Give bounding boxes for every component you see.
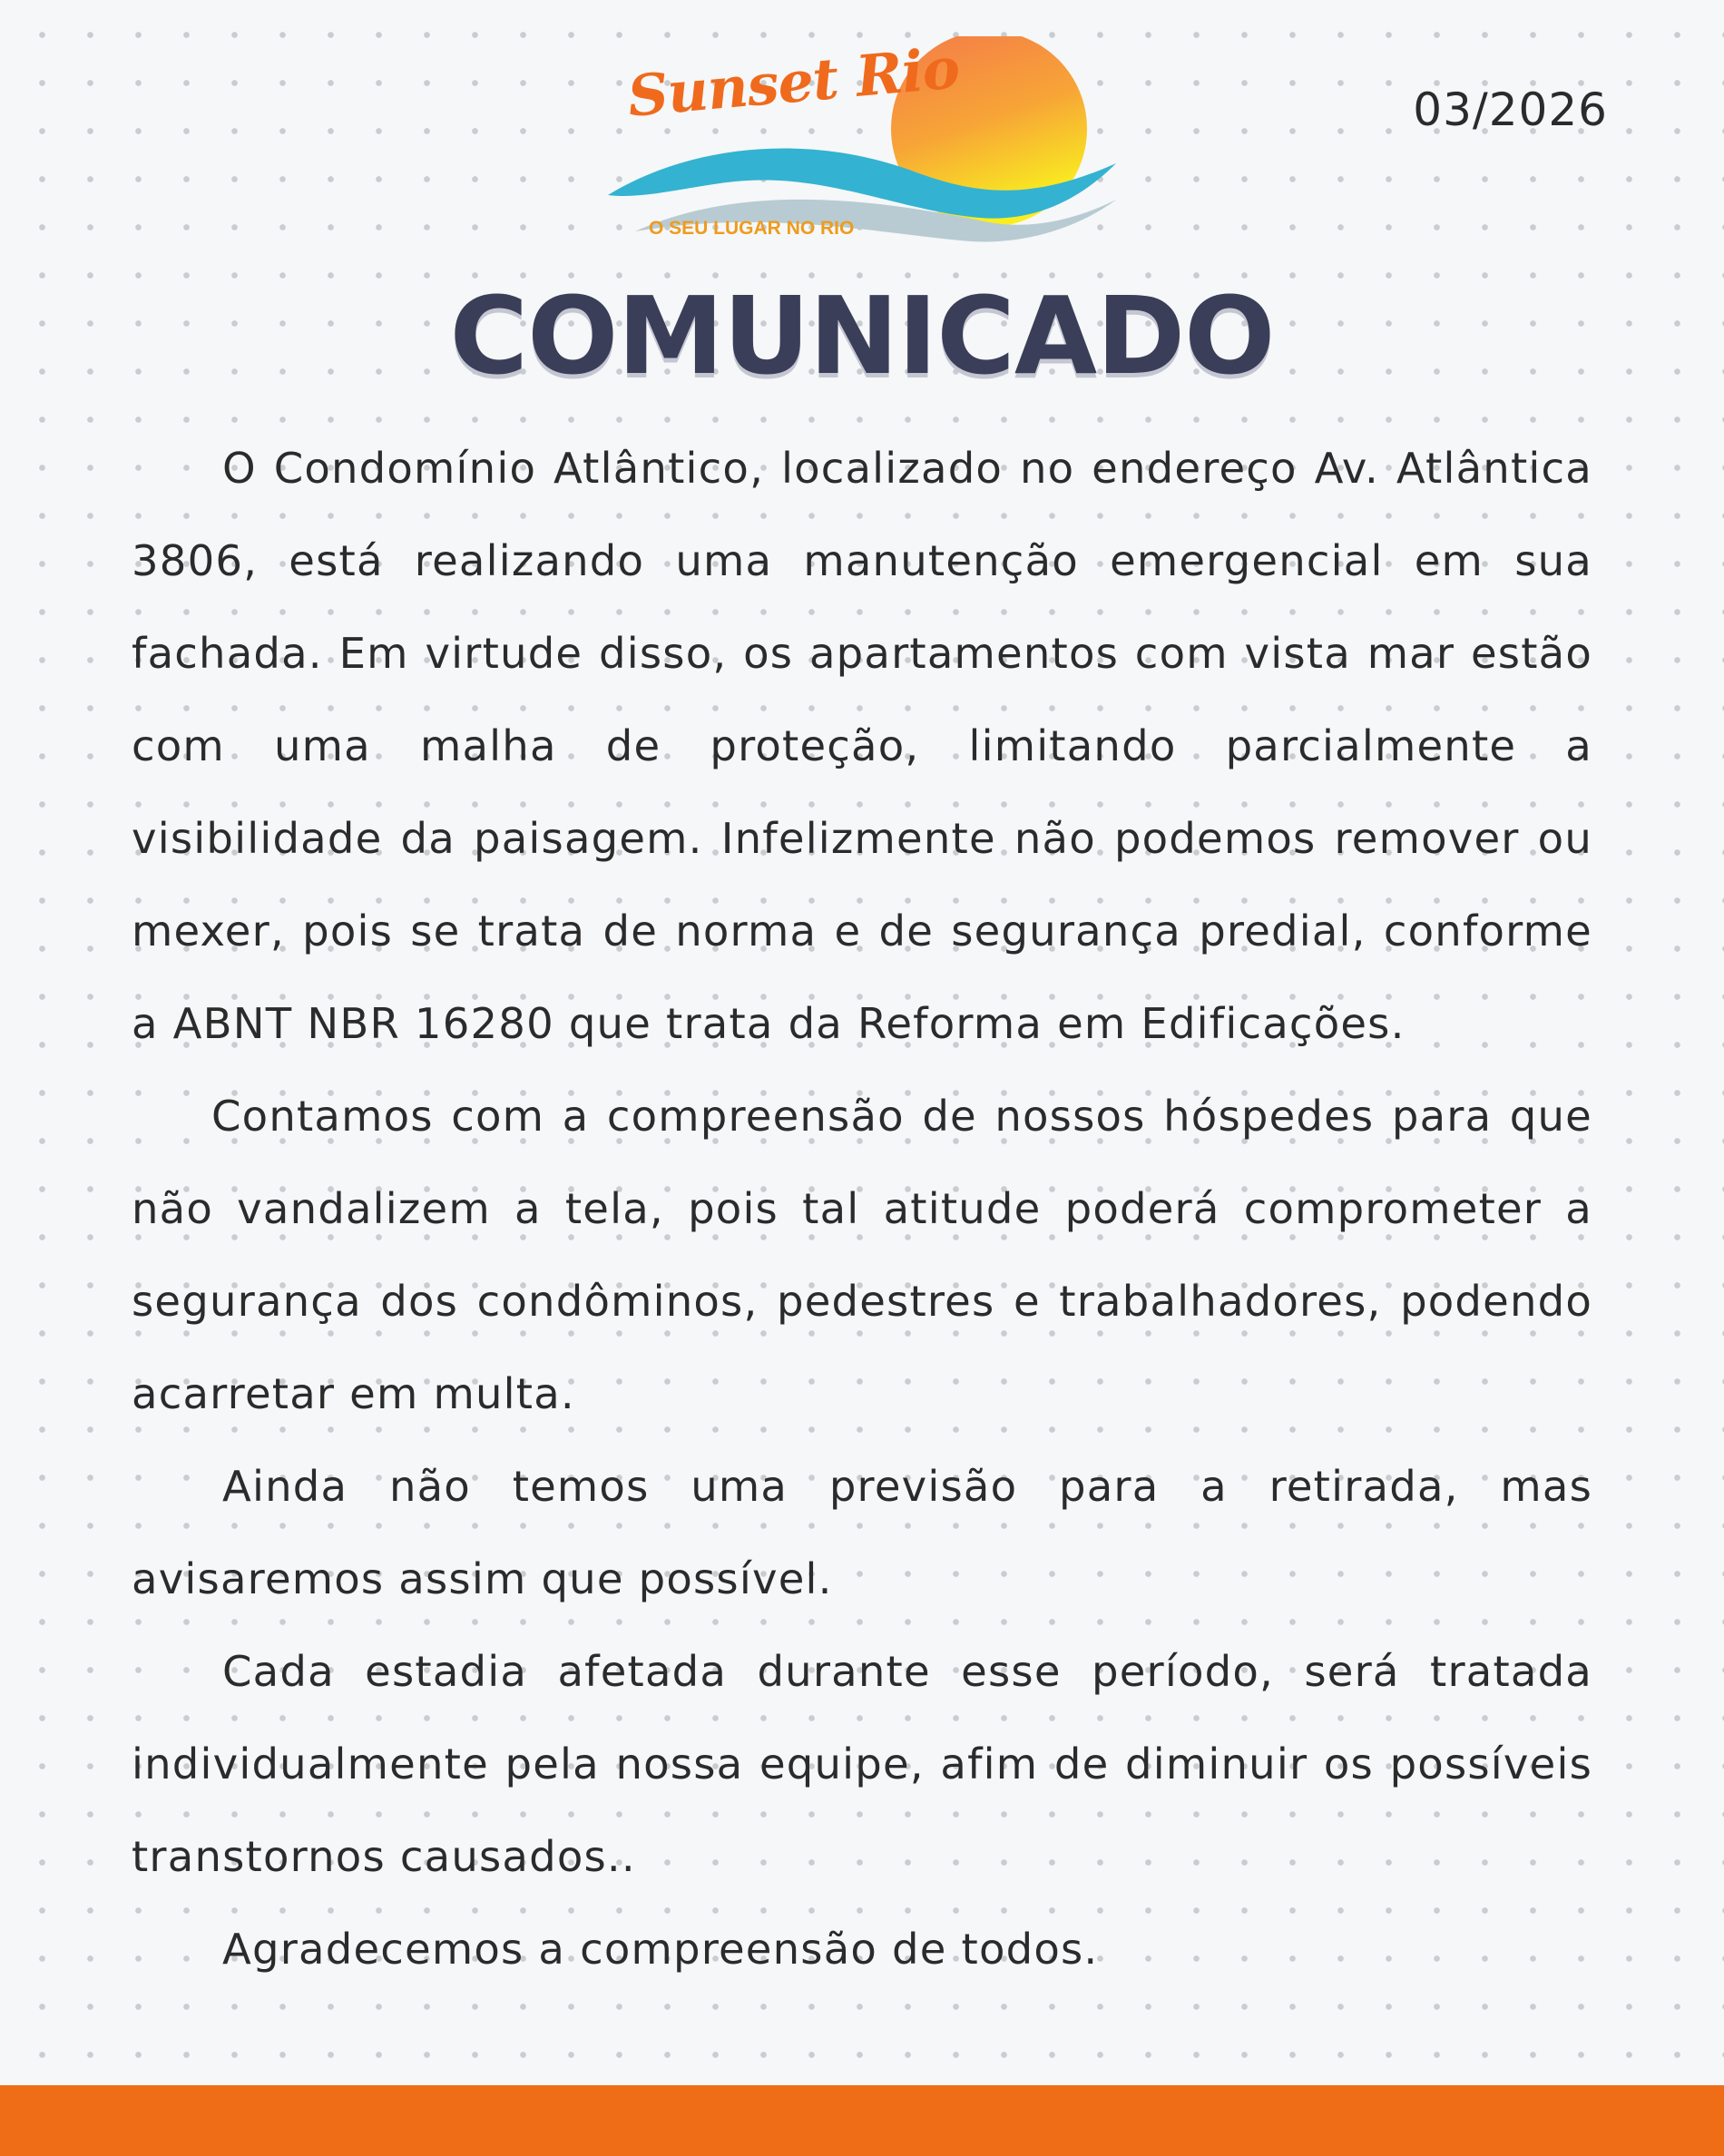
paragraph-forecast: Ainda não temos uma previsão para a retirada, mas avisaremos assim que possível. [132,1462,1592,1603]
paragraph-individual-treatment: Cada estadia afetada durante esse período, será tratada individualmente pela nossa equipe, afim de diminuir os possíveis transtornos causados.. [132,1647,1592,1881]
page-title: COMUNICADO [449,273,1275,398]
sunset-rio-logo [608,36,1116,254]
logo-wordmark: Sunset Rio [624,34,962,130]
paragraph-thanks: Agradecemos a compreensão de todos. [222,1925,1099,1974]
document-date: 03/2026 [1413,83,1608,136]
notice-body [132,422,1592,1995]
logo-tagline: O SEU LUGAR NO RIO [649,218,855,239]
paragraph-maintenance: O Condomínio Atlântico, localizado no endereço Av. Atlântica 3806, está realizando uma manutenção emergencial em sua fachada. Em virtude disso, os apartamentos com vista mar estão com uma malha de proteção, limitando parcialmente a visibilidade da paisagem. Infelizmente não podemos remover ou mexer, pois se trata de norma e de segurança predial, conforme a ABNT NBR 16280 que trata da Reforma em Edificações. [132,444,1592,1048]
paragraph-request: Contamos com a compreensão de nossos hóspedes para que não vandalizem a tela, pois tal atitude poderá comprometer a segurança dos condôminos, pedestres e trabalhadores, podendo acarretar em multa. [132,1092,1592,1418]
footer-bar [0,2085,1724,2156]
